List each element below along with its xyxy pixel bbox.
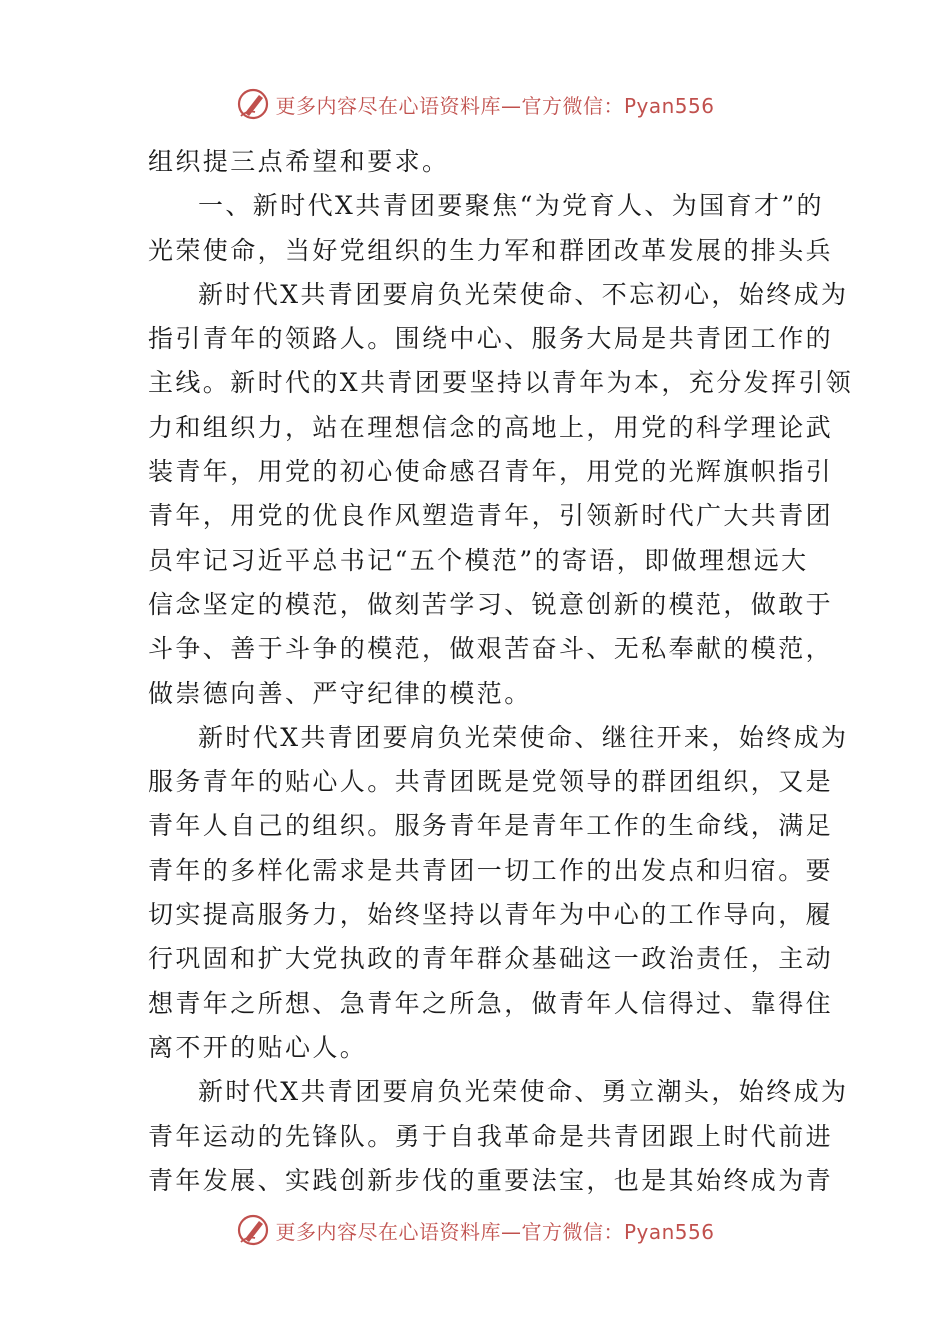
text-line: 青年的多样化需求是共青团一切工作的出发点和归宿。要 (148, 855, 834, 885)
section-heading: 一、新时代X共青团要聚焦“为党育人、为国育才”的 (198, 191, 824, 221)
text-line: 员牢记习近平总书记“五个模范”的寄语，即做理想远大 (148, 545, 809, 575)
document-body (148, 140, 854, 1203)
section-heading: 光荣使命，当好党组织的生力军和群团改革发展的排头兵 (148, 235, 834, 265)
text-line: 离不开的贴心人。 (148, 1032, 368, 1062)
text-line: 行巩固和扩大党执政的青年群众基础这一政治责任，主动 (148, 944, 834, 974)
text-line: 装青年，用党的初心使命感召青年，用党的光辉旗帜指引 (148, 457, 834, 487)
text-line: 青年发展、实践创新步伐的重要法宝，也是其始终成为青 (148, 1165, 834, 1195)
text-line: 做崇德向善、严守纪律的模范。 (148, 678, 532, 708)
footer-banner (0, 1208, 950, 1252)
text-line: 新时代X共青团要肩负光荣使命、勇立潮头，始终成为 (198, 1077, 849, 1107)
pen-logo-icon (235, 1212, 271, 1248)
text-line: 组织提三点希望和要求。 (148, 147, 450, 176)
text-line: 斗争、善于斗争的模范，做艰苦奋斗、无私奉献的模范， (148, 634, 834, 664)
text-line: 新时代X共青团要肩负光荣使命、继往开来，始终成为 (198, 722, 849, 752)
text-line: 新时代X共青团要肩负光荣使命、不忘初心，始终成为 (198, 279, 849, 309)
text-line: 想青年之所想、急青年之所急，做青年人信得过、靠得住 (148, 988, 834, 1018)
text-line: 青年运动的先锋队。勇于自我革命是共青团跟上时代前进 (148, 1121, 834, 1151)
text-line: 青年，用党的优良作风塑造青年，引领新时代广大共青团 (148, 501, 834, 531)
text-line: 指引青年的领路人。围绕中心、服务大局是共青团工作的 (148, 324, 834, 354)
text-line: 切实提高服务力，始终坚持以青年为中心的工作导向，履 (148, 900, 834, 930)
text-line: 主线。新时代的X共青团要坚持以青年为本，充分发挥引领 (148, 368, 854, 398)
text-line: 力和组织力，站在理想信念的高地上，用党的科学理论武 (148, 412, 834, 442)
banner-text: 更多内容尽在心语资料库—官方微信：Pyan556 (275, 93, 715, 118)
text-line: 服务青年的贴心人。共青团既是党领导的群团组织，又是 (148, 767, 834, 797)
text-line: 青年人自己的组织。服务青年是青年工作的生命线，满足 (148, 811, 834, 841)
banner-text: 更多内容尽在心语资料库—官方微信：Pyan556 (275, 1219, 715, 1244)
header-banner (0, 82, 950, 126)
text-line: 信念坚定的模范，做刻苦学习、锐意创新的模范，做敢于 (148, 589, 834, 619)
pen-logo-icon (235, 86, 271, 122)
